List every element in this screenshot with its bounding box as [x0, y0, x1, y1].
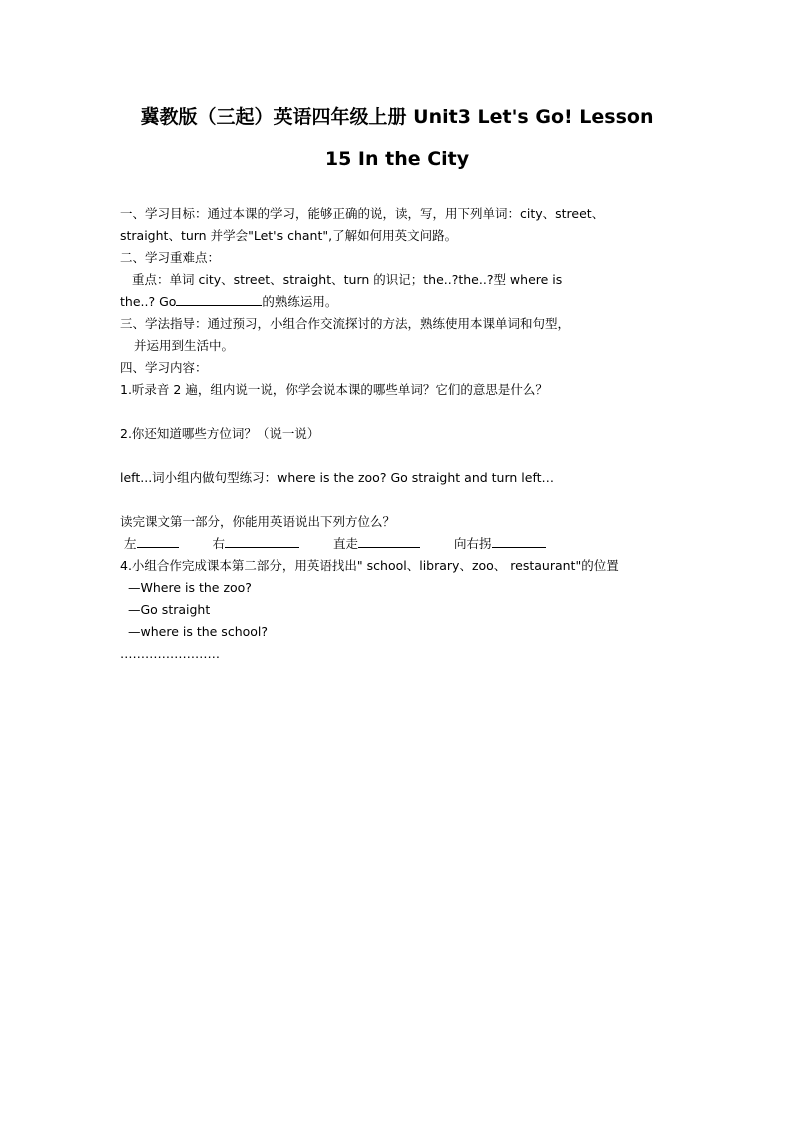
- question-4: 读完课文第一部分，你能用英语说出下列方位么？: [120, 514, 396, 529]
- direction-row: [120, 533, 680, 555]
- direction-right: [213, 536, 300, 551]
- key-points-line-2-suffix: 的熟练运用。: [262, 294, 338, 309]
- dialog-line-3: —where is the school?: [128, 624, 269, 639]
- method-line-2: 并运用到生活中。: [134, 338, 235, 353]
- title-line-2: 15 In the City: [324, 148, 470, 170]
- direction-turn-right-label: 向右拐: [454, 536, 492, 551]
- direction-right-label: 右: [212, 536, 226, 551]
- question-2: 2.你还知道哪些方位词？（说一说）: [120, 426, 320, 441]
- key-points-heading: 二、学习重难点：: [120, 250, 221, 265]
- title-line-1: 冀教版（三起）英语四年级上册 Unit3 Let's Go! Lesson: [140, 106, 654, 128]
- spacer: [120, 401, 680, 423]
- right-blank[interactable]: [225, 533, 299, 548]
- direction-turn-right: [454, 536, 546, 551]
- method-line-1: 三、学法指导：通过预习，小组合作交流探讨的方法，熟练使用本课单词和句型，: [120, 316, 571, 331]
- spacer: [120, 445, 680, 467]
- go-blank[interactable]: [176, 291, 262, 306]
- key-points-line-2: [120, 291, 680, 313]
- left-blank[interactable]: [137, 533, 179, 548]
- direction-left: [124, 536, 179, 551]
- worksheet-body: [120, 203, 680, 665]
- direction-straight-label: 直走: [333, 536, 359, 551]
- direction-straight: [333, 536, 420, 551]
- question-1: 1.听录音 2 遍，组内说一说，你学会说本课的哪些单词？它们的意思是什么？: [120, 382, 548, 397]
- content-heading: 四、学习内容：: [120, 360, 208, 375]
- spacer: [120, 489, 680, 511]
- turn-right-blank[interactable]: [492, 533, 546, 548]
- key-points-line-2-prefix: the..? Go: [120, 294, 177, 309]
- objective-line-2: straight、turn 并学会"Let's chant",了解如何用英文问路。: [120, 228, 458, 243]
- dialog-line-1: —Where is the zoo?: [128, 580, 252, 595]
- question-3: left...词小组内做句型练习：where is the zoo? Go straight and turn left…: [120, 470, 555, 485]
- key-points-line-1: 重点：单词 city、street、straight、turn 的识记；the..?the..?型 where is: [132, 272, 563, 287]
- straight-blank[interactable]: [358, 533, 420, 548]
- dialog-line-2: —Go straight: [128, 602, 211, 617]
- question-5: 4.小组合作完成课本第二部分，用英语找出" school、library、zoo、 restaurant"的位置: [120, 558, 619, 573]
- direction-left-label: 左: [124, 536, 137, 551]
- objective-line-1: 一、学习目标：通过本课的学习，能够正确的说，读，写，用下列单词：city、street、: [120, 206, 605, 221]
- ellipsis: ……………………: [120, 646, 220, 661]
